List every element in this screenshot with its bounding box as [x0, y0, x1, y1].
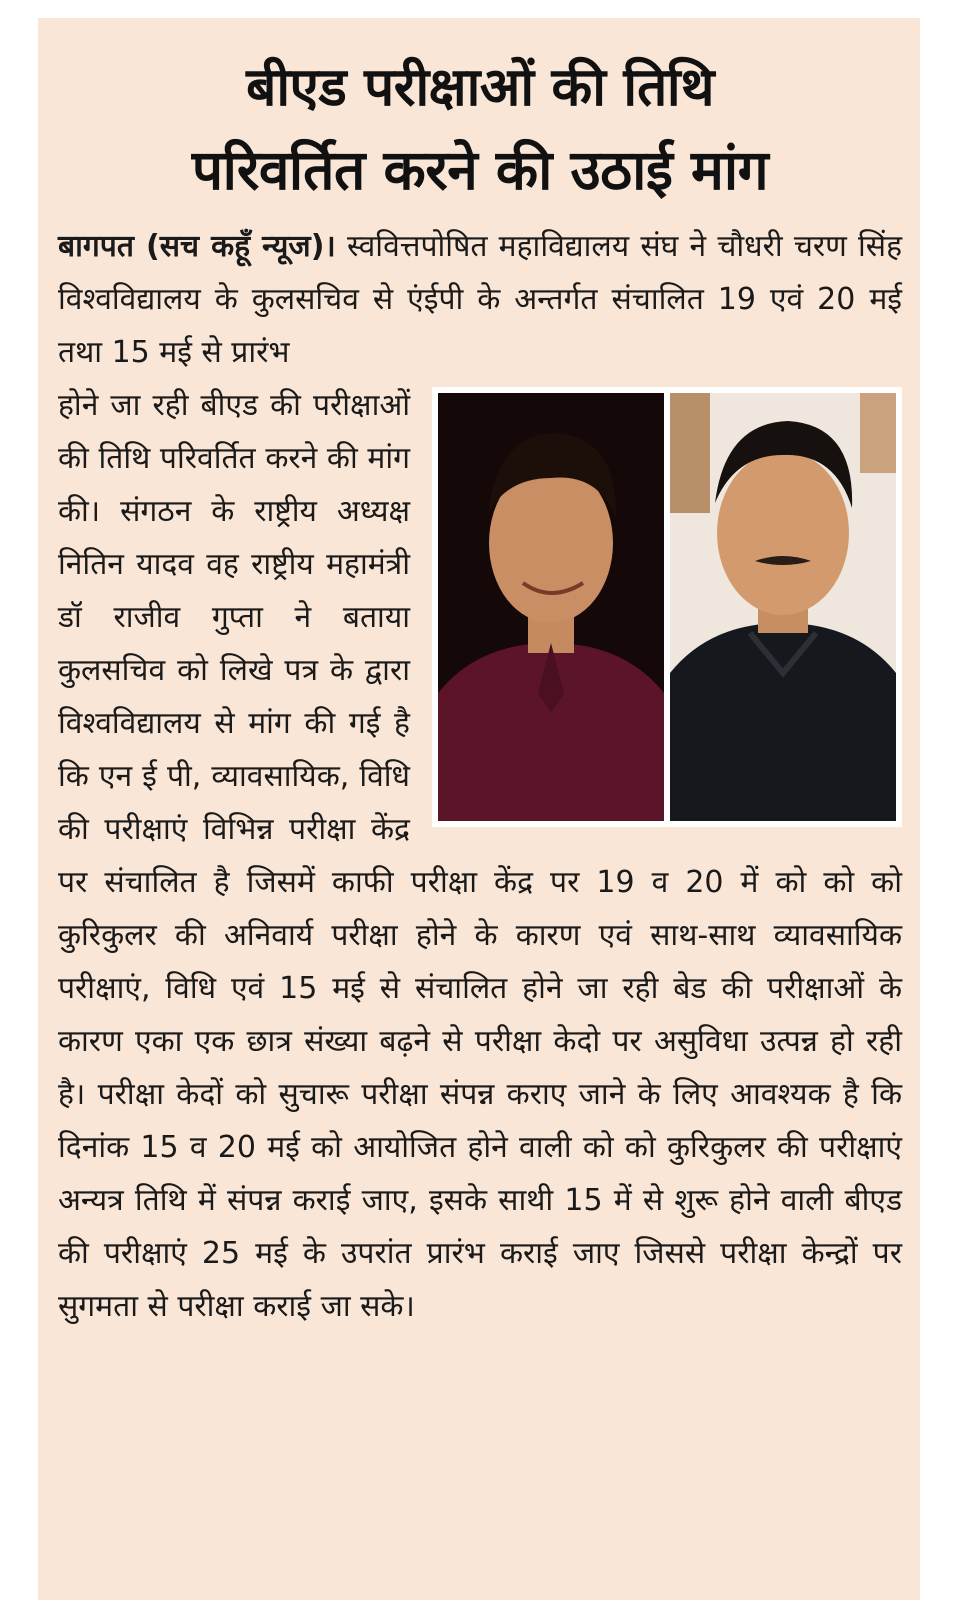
photo-person-left [438, 393, 664, 821]
photo-pair [432, 387, 902, 827]
headline [58, 48, 902, 212]
dateline: बागपत (सच कहूँ न्यूज)। [58, 229, 336, 264]
headline-line-1: बीएड परीक्षाओं की तिथि [246, 57, 714, 118]
article-text: होने जा रही बीएड की परीक्षाओं की तिथि परिवर्तित करने की मांग की। संगठन के राष्ट्रीय अध्यक्ष नितिन यादव वह राष्ट्रीय महामंत्री डॉ राजीव गुप्ता ने बताया कुलसचिव को लिखे पत्र के द्वारा विश्वविद्यालय से मांग की गई है कि एन ई पी, व्यावसायिक, विधि की परीक्षाएं विभिन्न परीक्षा केंद्र पर संचालित है जिसमें काफी परीक्षा केंद्र पर 19 व 20 में को को को कुरिकुलर की अनिवार्य परीक्षा होने के कारण एवं साथ-साथ व्यावसायिक परीक्षाएं, विधि एवं 15 मई से संचालित होने जा रही बेड की परीक्षाओं के कारण एका एक छात्र संख्या बढ़ने से परीक्षा केदो पर असुविधा उत्पन्न हो रही है। परीक्षा केदों को सुचारू परीक्षा संपन्न कराए जाने के लिए आवश्यक है कि दिनांक 15 व 20 मई को आयोजित होने वाली को को कुरिकुलर की परीक्षाएं अन्यत्र तिथि में संपन्न कराई जाए, इसके साथी 15 में से शुरू होने वाली बीएड की परीक्षाएं 25 मई के उपरांत प्रारंभ कराई जाए जिससे परीक्षा केन्द्रों पर सुगमता से परीक्षा कराई जा सके। [58, 388, 902, 1324]
photo-person-right [670, 393, 896, 821]
news-clipping [38, 18, 920, 1600]
headline-line-2: परिवर्तित करने की उठाई मांग [191, 138, 769, 202]
article-body [58, 220, 902, 1333]
article-intro: स्ववित्तपोषित महाविद्यालय संघ ने चौधरी चरण सिंह विश्वविद्यालय के कुलसचिव से एंईपी के अन्तर्गत संचालित 19 एवं 20 मई तथा 15 मई से प्रारंभ [58, 229, 902, 370]
